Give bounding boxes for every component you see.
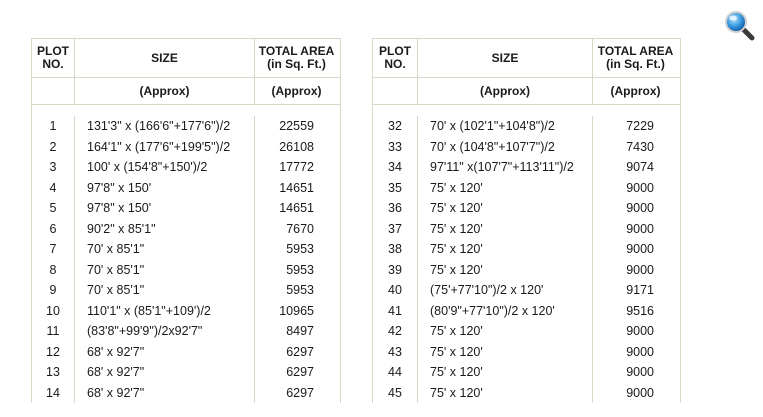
area-cell: 9000 bbox=[626, 242, 654, 257]
area-cell: 9516 bbox=[626, 303, 654, 318]
area-cell: 5953 bbox=[286, 242, 314, 257]
size-cell: 70' x 85'1" bbox=[74, 239, 255, 260]
plot-no-cell: 13 bbox=[46, 365, 60, 380]
header-size: SIZE bbox=[74, 39, 255, 77]
header-total-area: TOTAL AREA (in Sq. Ft.) bbox=[258, 44, 335, 71]
table-row bbox=[32, 260, 340, 281]
size-cell: 97'8" x 150' bbox=[74, 178, 255, 199]
size-cell: 70' x (104'8"+107'7")/2 bbox=[417, 137, 593, 158]
table-row bbox=[373, 239, 680, 260]
plot-no-cell: 7 bbox=[49, 242, 57, 257]
plot-no-cell: 4 bbox=[49, 180, 57, 195]
plot-no-cell: 12 bbox=[46, 344, 60, 359]
area-cell: 14651 bbox=[279, 180, 314, 195]
size-cell: 75' x 120' bbox=[417, 239, 593, 260]
table-header bbox=[32, 38, 340, 78]
area-cell: 17772 bbox=[279, 160, 314, 175]
plot-no-cell: 9 bbox=[49, 283, 57, 298]
area-cell: 5953 bbox=[286, 262, 314, 277]
header-plot-no: PLOT NO. bbox=[37, 44, 69, 71]
area-cell: 10965 bbox=[279, 303, 314, 318]
area-cell: 14651 bbox=[279, 201, 314, 216]
table-row bbox=[373, 219, 680, 240]
area-cell: 6297 bbox=[286, 365, 314, 380]
table-row bbox=[373, 178, 680, 199]
table-row bbox=[32, 321, 340, 342]
table-row bbox=[373, 301, 680, 322]
magnifier-icon bbox=[724, 10, 756, 42]
size-cell: 68' x 92'7" bbox=[74, 362, 255, 383]
size-cell: 131'3" x (166'6"+177'6")/2 bbox=[74, 116, 255, 137]
plot-no-cell: 5 bbox=[49, 201, 57, 216]
size-cell: 68' x 92'7" bbox=[74, 342, 255, 363]
size-cell: 70' x (102'1"+104'8")/2 bbox=[417, 116, 593, 137]
header-total-area: TOTAL AREA (in Sq. Ft.) bbox=[597, 44, 674, 71]
table-row bbox=[32, 137, 340, 158]
size-cell: 70' x 85'1" bbox=[74, 280, 255, 301]
subheader-size-approx: (Approx) bbox=[74, 78, 255, 104]
table-body bbox=[32, 105, 340, 403]
plot-no-cell: 2 bbox=[49, 139, 57, 154]
area-cell: 9000 bbox=[626, 221, 654, 236]
size-cell: 90'2" x 85'1" bbox=[74, 219, 255, 240]
table-row bbox=[32, 178, 340, 199]
table-row bbox=[373, 198, 680, 219]
area-cell: 7670 bbox=[286, 221, 314, 236]
plot-no-cell: 6 bbox=[49, 221, 57, 236]
area-cell: 9074 bbox=[626, 160, 654, 175]
size-cell: 75' x 120' bbox=[417, 219, 593, 240]
zoom-button[interactable] bbox=[724, 10, 756, 42]
table-row bbox=[32, 342, 340, 363]
size-cell: 75' x 120' bbox=[417, 383, 593, 404]
plot-no-cell: 32 bbox=[388, 119, 402, 134]
table-row bbox=[32, 198, 340, 219]
plot-no-cell: 34 bbox=[388, 160, 402, 175]
plot-no-cell: 43 bbox=[388, 344, 402, 359]
area-cell: 9000 bbox=[626, 262, 654, 277]
plot-no-cell: 40 bbox=[388, 283, 402, 298]
table-row bbox=[32, 383, 340, 404]
area-cell: 6297 bbox=[286, 344, 314, 359]
size-cell: 70' x 85'1" bbox=[74, 260, 255, 281]
area-cell: 6297 bbox=[286, 385, 314, 400]
subheader-area-approx: (Approx) bbox=[271, 84, 322, 98]
header-plot-no: PLOT NO. bbox=[379, 44, 411, 71]
subheader-area-approx: (Approx) bbox=[610, 84, 661, 98]
table-row bbox=[373, 362, 680, 383]
size-cell: 75' x 120' bbox=[417, 321, 593, 342]
plot-no-cell: 39 bbox=[388, 262, 402, 277]
area-cell: 9000 bbox=[626, 201, 654, 216]
plot-no-cell: 38 bbox=[388, 242, 402, 257]
table-row bbox=[32, 116, 340, 137]
plot-no-cell: 37 bbox=[388, 221, 402, 236]
table-row bbox=[373, 280, 680, 301]
header-size: SIZE bbox=[417, 39, 593, 77]
plot-no-cell: 36 bbox=[388, 201, 402, 216]
plot-no-cell: 35 bbox=[388, 180, 402, 195]
size-cell: 110'1" x (85'1"+109')/2 bbox=[74, 301, 255, 322]
table-subheader bbox=[32, 78, 340, 105]
subheader-plot-blank bbox=[373, 78, 417, 104]
plot-no-cell: 44 bbox=[388, 365, 402, 380]
size-cell: 164'1" x (177'6"+199'5")/2 bbox=[74, 137, 255, 158]
area-cell: 5953 bbox=[286, 283, 314, 298]
size-cell: 75' x 120' bbox=[417, 342, 593, 363]
area-cell: 9000 bbox=[626, 324, 654, 339]
plot-no-cell: 14 bbox=[46, 385, 60, 400]
size-cell: (80'9"+77'10")/2 x 120' bbox=[417, 301, 593, 322]
area-cell: 7229 bbox=[626, 119, 654, 134]
size-cell: 97'8" x 150' bbox=[74, 198, 255, 219]
area-cell: 9000 bbox=[626, 385, 654, 400]
size-cell: 97'11" x(107'7"+113'11")/2 bbox=[417, 157, 593, 178]
plot-table-right bbox=[372, 38, 681, 403]
area-cell: 7430 bbox=[626, 139, 654, 154]
area-cell: 8497 bbox=[286, 324, 314, 339]
area-cell: 22559 bbox=[279, 119, 314, 134]
area-cell: 9000 bbox=[626, 344, 654, 359]
size-cell: 68' x 92'7" bbox=[74, 383, 255, 404]
plot-no-cell: 8 bbox=[49, 262, 57, 277]
table-row bbox=[373, 137, 680, 158]
table-row bbox=[32, 301, 340, 322]
table-row bbox=[32, 280, 340, 301]
plot-no-cell: 42 bbox=[388, 324, 402, 339]
table-row bbox=[32, 157, 340, 178]
table-row bbox=[373, 321, 680, 342]
table-row bbox=[32, 219, 340, 240]
size-cell: 75' x 120' bbox=[417, 198, 593, 219]
plot-no-cell: 10 bbox=[46, 303, 60, 318]
size-cell: 75' x 120' bbox=[417, 178, 593, 199]
table-row bbox=[32, 239, 340, 260]
size-cell: 75' x 120' bbox=[417, 362, 593, 383]
plot-no-cell: 3 bbox=[49, 160, 57, 175]
size-cell: 75' x 120' bbox=[417, 260, 593, 281]
table-row bbox=[373, 260, 680, 281]
table-row bbox=[373, 116, 680, 137]
table-row bbox=[32, 362, 340, 383]
subheader-size-approx: (Approx) bbox=[417, 78, 593, 104]
area-cell: 9000 bbox=[626, 365, 654, 380]
plot-no-cell: 11 bbox=[46, 324, 60, 339]
size-cell: (75'+77'10")/2 x 120' bbox=[417, 280, 593, 301]
plot-no-cell: 33 bbox=[388, 139, 402, 154]
table-row bbox=[373, 157, 680, 178]
table-subheader bbox=[373, 78, 680, 105]
table-row bbox=[373, 342, 680, 363]
plot-no-cell: 45 bbox=[388, 385, 402, 400]
plot-no-cell: 41 bbox=[388, 303, 402, 318]
subheader-plot-blank bbox=[32, 78, 74, 104]
size-cell: (83'8"+99'9")/2x92'7" bbox=[74, 321, 255, 342]
table-header bbox=[373, 38, 680, 78]
table-row bbox=[373, 383, 680, 404]
size-cell: 100' x (154'8"+150')/2 bbox=[74, 157, 255, 178]
area-cell: 9000 bbox=[626, 180, 654, 195]
area-cell: 9171 bbox=[626, 283, 654, 298]
table-body bbox=[373, 105, 680, 403]
area-cell: 26108 bbox=[279, 139, 314, 154]
plot-table-left bbox=[31, 38, 341, 403]
plot-no-cell: 1 bbox=[49, 119, 57, 134]
